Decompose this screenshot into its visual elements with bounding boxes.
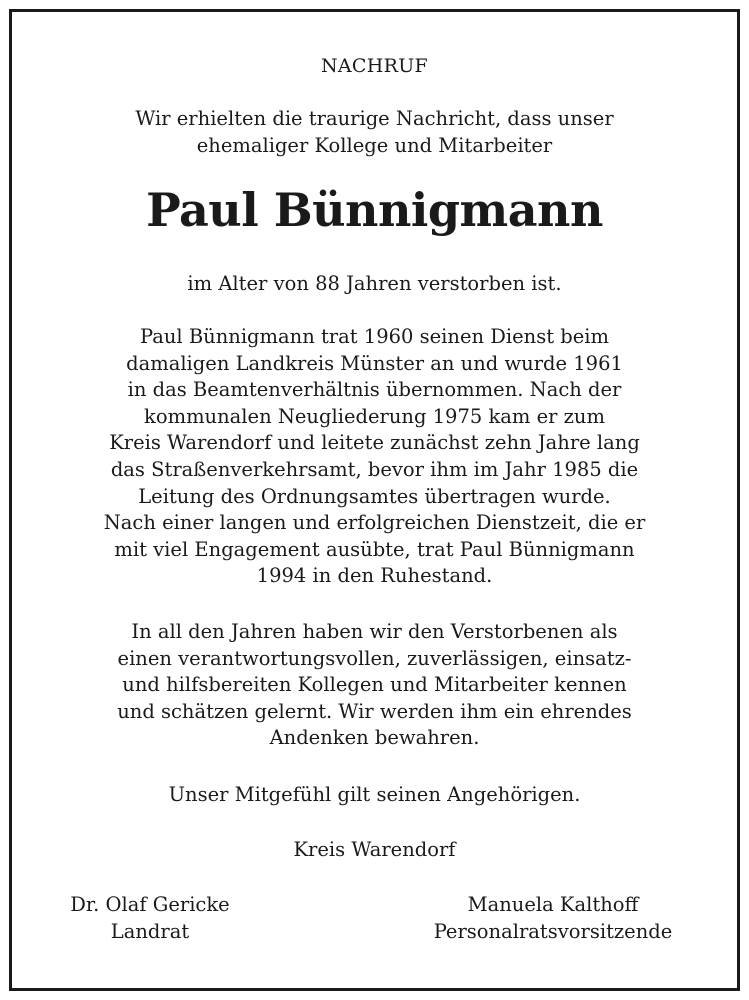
biography-line: Paul Bünnigmann trat 1960 seinen Dienst beim bbox=[139, 325, 610, 348]
signatory-role: Personalratsvorsitzende bbox=[433, 919, 673, 943]
notice-heading: NACHRUF bbox=[320, 55, 429, 77]
biography-line: Leitung des Ordnungsamtes übertragen wurde. bbox=[138, 484, 611, 508]
age-line: im Alter von 88 Jahren verstorben ist. bbox=[187, 272, 562, 295]
intro-line: Wir erhielten die traurige Nachricht, dass unser bbox=[135, 107, 614, 130]
signatory-left bbox=[52, 892, 248, 945]
intro-paragraph bbox=[30, 106, 719, 159]
biography-line: Nach einer langen und erfolgreichen Dienstzeit, die er bbox=[103, 511, 646, 535]
tribute-line: und hilfsbereiten Kollegen und Mitarbeiter kennen bbox=[122, 673, 627, 697]
tribute-paragraph bbox=[30, 619, 719, 752]
signatory-right bbox=[408, 892, 698, 945]
biography-line: 1994 in den Ruhestand. bbox=[256, 564, 493, 588]
condolence-line: Unser Mitgefühl gilt seinen Angehörigen. bbox=[168, 783, 581, 806]
biography-line: damaligen Landkreis Münster an und wurde 1961 bbox=[126, 351, 623, 375]
signatory-name: Dr. Olaf Gericke bbox=[70, 893, 230, 916]
organization-name: Kreis Warendorf bbox=[293, 838, 456, 861]
tribute-line: einen verantwortungsvollen, zuverlässigen, einsatz- bbox=[117, 646, 632, 670]
tribute-line: In all den Jahren haben wir den Verstorbenen als bbox=[131, 620, 618, 643]
biography-line: kommunalen Neugliederung 1975 kam er zum bbox=[144, 404, 605, 428]
biography-line: mit viel Engagement ausübte, trat Paul Bünnigmann bbox=[114, 537, 635, 561]
signatory-name: Manuela Kalthoff bbox=[467, 893, 639, 916]
deceased-name: Paul Bünnigmann bbox=[146, 183, 603, 237]
tribute-line: Andenken bewahren. bbox=[269, 726, 480, 750]
intro-line: ehemaliger Kollege und Mitarbeiter bbox=[196, 133, 553, 157]
biography-line: in das Beamtenverhältnis übernommen. Nach der bbox=[127, 378, 622, 402]
tribute-line: und schätzen gelernt. Wir werden ihm ein ehrendes bbox=[117, 699, 632, 723]
signatory-role: Landrat bbox=[110, 919, 190, 943]
biography-line: Kreis Warendorf und leitete zunächst zehn Jahre lang bbox=[109, 431, 640, 455]
biography-paragraph bbox=[30, 324, 719, 590]
biography-line: das Straßenverkehrsamt, bevor ihm im Jahr 1985 die bbox=[110, 457, 639, 481]
